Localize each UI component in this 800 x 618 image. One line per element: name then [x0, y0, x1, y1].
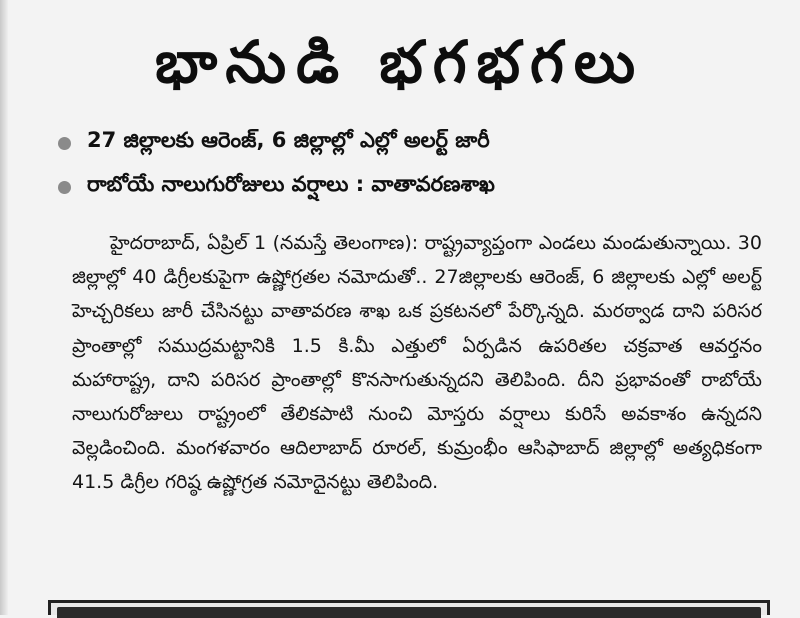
headline: భానుడి భగభగలు [154, 28, 646, 96]
highlight-item [58, 172, 778, 202]
next-article-band [57, 607, 761, 618]
highlight-text: 27 జిల్లాలకు ఆరెంజ్, 6 జిల్లాల్లో ఎల్లో అలర్ట్ జారీ [87, 128, 490, 152]
next-article-border [48, 600, 770, 615]
highlight-text: రాబోయే నాలుగురోజులు వర్షాలు : వాతావరణశాఖ [87, 172, 495, 196]
bullet-dot-icon [58, 181, 71, 194]
highlight-item [58, 128, 778, 158]
highlights-list [58, 128, 778, 216]
bullet-dot-icon [58, 137, 71, 150]
article-body: హైదరాబాద్, ఏప్రిల్ 1 (నమస్తే తెలంగాణ): రాష్ట్రవ్యాప్తంగా ఎండలు మండుతున్నాయి. 30 జిల్లాల్లో 40 డిగ్రీలకుపైగా ఉష్ణోగ్రతల నమోదుతో.. 27జిల్లాలకు ఆరెంజ్, 6 జిల్లాలకు ఎల్లో అలర్ట్ హెచ్చరికలు జారీ చేసినట్టు వాతావరణ శాఖ ఒక ప్రకటనలో పేర్కొన్నది. మరఠ్వాడ దాని పరిసర ప్రాంతాల్లో సముద్రమట్టానికి 1.5 కి.మీ ఎత్తులో ఏర్పడిన ఉపరితల చక్రవాత ఆవర్తనం మహారాష్ట్ర, దాని పరిసర ప్రాంతాల్లో కొనసాగుతున్నదని తెలిపింది. దీని ప్రభావంతో రాబోయే నాలుగురోజులు రాష్ట్రంలో తేలికపాటి నుంచి మోస్తరు వర్షాలు కురిసే అవకాశం ఉన్నదని వెల్లడించింది. మంగళవారం ఆదిలాబాద్ రూరల్, కుమ్రంభీం ఆసిఫాబాద్ జిల్లాల్లో అత్యధికంగా 41.5 డిగ్రీల గరిష్ఠ ఉష్ణోగ్రత నమోదైనట్టు తెలిపింది. [72, 232, 762, 494]
